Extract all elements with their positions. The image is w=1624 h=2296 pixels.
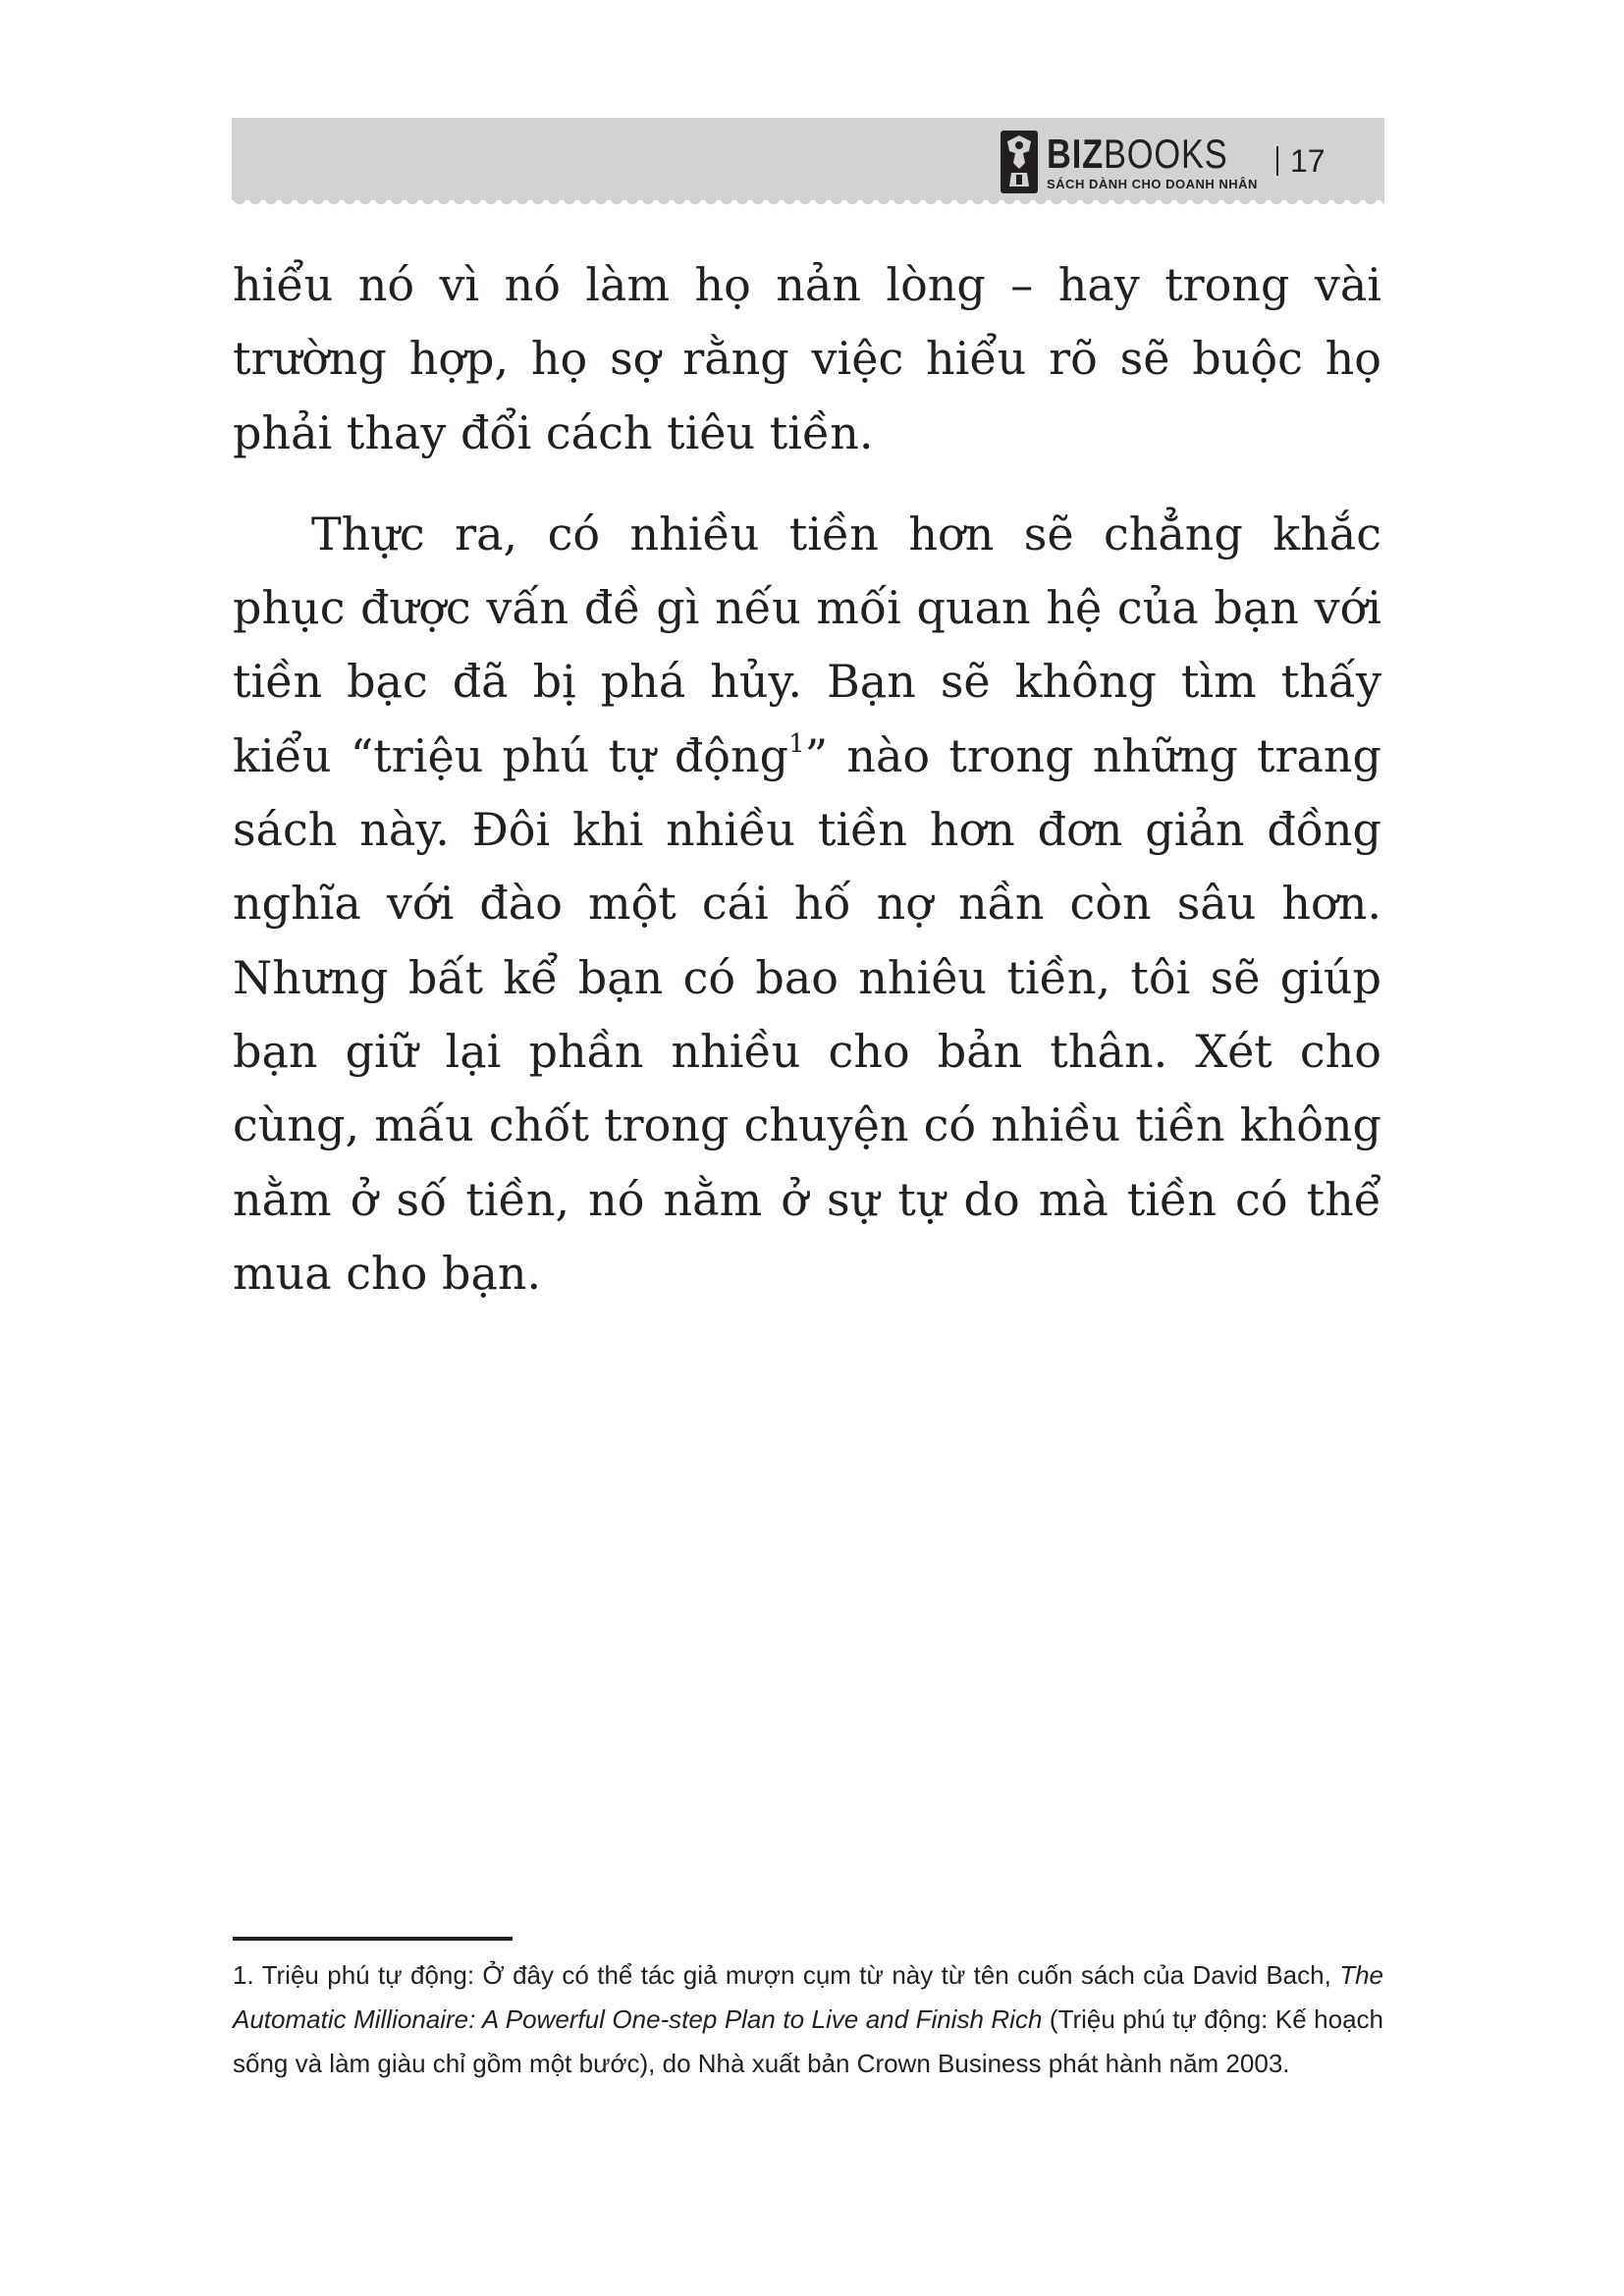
- footnote: [233, 1953, 1383, 2086]
- paragraph-2: [233, 498, 1381, 1310]
- page-number: [1276, 143, 1326, 179]
- footnote-text-2: (Triệu phú tự động: Kế hoạch sống và làm giàu chỉ gồm một bước), do Nhà xuất bản Crown Business phát hành năm 2003.: [233, 2004, 1383, 2078]
- footnote-text-1: 1. Triệu phú tự động: Ở đây có thể tác giả mượn cụm từ này từ tên cuốn sách của David Bach,: [233, 1960, 1340, 1990]
- bizbooks-logo: [1000, 126, 1268, 198]
- footnote-reference: 1: [788, 728, 805, 759]
- paragraph-1: hiểu nó vì nó làm họ nản lòng – hay trong vài trường hợp, họ sợ rằng việc hiểu rõ sẽ buộc họ phải thay đổi cách tiêu tiền.: [233, 258, 1381, 459]
- logo-brand-light: BOOKS: [1103, 130, 1228, 177]
- footnote-book-title: The Automatic Millionaire: A Powerful One-step Plan to Live and Finish Rich: [233, 1960, 1383, 2034]
- bizbooks-emblem-icon: [1000, 130, 1039, 194]
- page-number-value: 17: [1290, 143, 1326, 179]
- paragraph-2-text-after: ” nào trong những trang sách này. Đôi khi nhiều tiền hơn đơn giản đồng nghĩa với đào một cái hố nợ nần còn sâu hơn. Nhưng bất kể bạn có bao nhiêu tiền, tôi sẽ giúp bạn giữ lại phần nhiều cho bản thân. Xét cho cùng, mấu chốt trong chuyện có nhiều tiền không nằm ở số tiền, nó nằm ở sự tự do mà tiền có thể mua cho bạn.: [233, 728, 1381, 1300]
- footnote-divider: [233, 1937, 513, 1941]
- page-number-divider: [1276, 146, 1278, 176]
- logo-brand-bold: BIZ: [1047, 130, 1104, 177]
- paragraph-2-text-before: Thực ra, có nhiều tiền hơn sẽ chẳng khắc phục được vấn đề gì nếu mối quan hệ của bạn với tiền bạc đã bị phá hủy. Bạn sẽ không tìm thấy kiểu “triệu phú tự động: [233, 507, 1381, 782]
- logo-tagline: SÁCH DÀNH CHO DOANH NHÂN: [1047, 176, 1258, 191]
- body-text: [233, 248, 1381, 1310]
- logo-brand-text: [1047, 130, 1228, 177]
